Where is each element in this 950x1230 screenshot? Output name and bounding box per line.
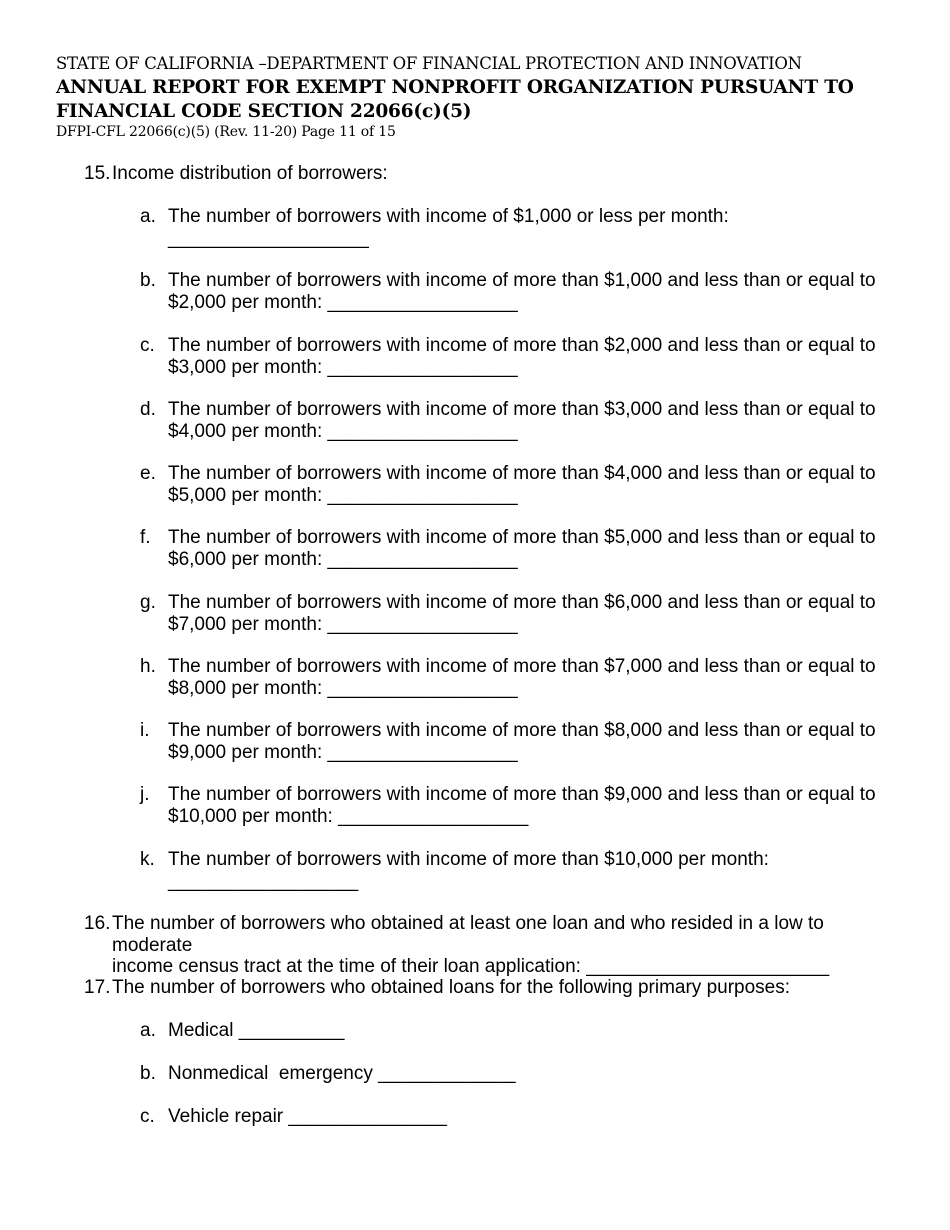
answer-blank[interactable]: $4,000 per month: __________________ [168, 420, 518, 442]
answer-blank[interactable]: $9,000 per month: __________________ [168, 741, 518, 763]
item-text: The number of borrowers with income of more than $2,000 and less than or equal to [168, 335, 876, 356]
q15-item-d [140, 399, 880, 442]
item-text: The number of borrowers with income of more than $1,000 and less than or equal to [168, 270, 876, 291]
answer-blank[interactable]: ___________________ [168, 227, 369, 249]
agency-header: STATE OF CALIFORNIA –DEPARTMENT OF FINANCIAL PROTECTION AND INNOVATION [56, 54, 802, 73]
question-number: 17. [84, 977, 111, 998]
answer-blank[interactable]: Vehicle repair _______________ [168, 1106, 447, 1127]
question-text: The number of borrowers who obtained at least one loan and who resided in a low to moderate [112, 913, 824, 956]
item-letter: i. [140, 720, 150, 741]
q15-item-k [140, 849, 880, 892]
q17-item-a [140, 1020, 880, 1042]
item-text: The number of borrowers with income of more than $4,000 and less than or equal to [168, 463, 876, 484]
answer-blank[interactable]: $10,000 per month: __________________ [168, 805, 529, 827]
answer-blank[interactable]: $6,000 per month: __________________ [168, 548, 518, 570]
item-text: The number of borrowers with income of more than $9,000 and less than or equal to [168, 784, 876, 805]
report-title-line1: ANNUAL REPORT FOR EXEMPT NONPROFIT ORGANIZATION PURSUANT TO [56, 77, 854, 98]
item-letter: a. [140, 1020, 156, 1041]
answer-blank[interactable]: Nonmedical emergency _____________ [168, 1063, 516, 1084]
item-text: The number of borrowers with income of more than $6,000 and less than or equal to [168, 592, 876, 613]
q17-item-b [140, 1063, 880, 1085]
q15-item-g [140, 592, 880, 635]
item-text: The number of borrowers with income of $1,000 or less per month: [168, 206, 729, 227]
answer-blank[interactable]: $8,000 per month: __________________ [168, 677, 518, 699]
item-letter: j. [140, 784, 150, 805]
item-text: The number of borrowers with income of more than $8,000 and less than or equal to [168, 720, 876, 741]
answer-blank[interactable]: income census tract at the time of their loan application: _______________________ [112, 956, 830, 977]
q15-item-c [140, 335, 880, 378]
item-letter: k. [140, 849, 155, 870]
item-letter: a. [140, 206, 156, 227]
q15-item-j [140, 784, 880, 827]
question-text: Income distribution of borrowers: [112, 163, 388, 184]
answer-blank[interactable]: __________________ [168, 870, 359, 892]
q15-item-e [140, 463, 880, 506]
question-number: 16. [84, 913, 111, 934]
question-17 [84, 977, 904, 999]
item-text: The number of borrowers with income of more than $7,000 and less than or equal to [168, 656, 876, 677]
item-letter: c. [140, 335, 155, 356]
q15-item-i [140, 720, 880, 763]
question-number: 15. [84, 163, 111, 184]
q15-item-h [140, 656, 880, 699]
report-title-line2: FINANCIAL CODE SECTION 22066(c)(5) [56, 101, 472, 122]
item-text: The number of borrowers with income of more than $5,000 and less than or equal to [168, 527, 876, 548]
item-letter: g. [140, 592, 156, 613]
q15-item-a [140, 206, 880, 249]
answer-blank[interactable]: $3,000 per month: __________________ [168, 356, 518, 378]
question-text: The number of borrowers who obtained loans for the following primary purposes: [112, 977, 791, 998]
item-letter: h. [140, 656, 156, 677]
item-letter: e. [140, 463, 156, 484]
item-letter: f. [140, 527, 151, 548]
item-text: The number of borrowers with income of more than $3,000 and less than or equal to [168, 399, 876, 420]
item-letter: c. [140, 1106, 155, 1127]
answer-blank[interactable]: $7,000 per month: __________________ [168, 613, 518, 635]
q15-item-f [140, 527, 880, 570]
item-letter: b. [140, 1063, 156, 1084]
question-16 [84, 913, 904, 978]
q15-item-b [140, 270, 880, 313]
q17-item-c [140, 1106, 880, 1128]
form-id: DFPI-CFL 22066(c)(5) (Rev. 11-20) Page 11 of 15 [56, 124, 396, 140]
item-letter: b. [140, 270, 156, 291]
report-title [56, 76, 854, 124]
question-15 [84, 163, 904, 185]
answer-blank[interactable]: $5,000 per month: __________________ [168, 484, 518, 506]
answer-blank[interactable]: Medical __________ [168, 1020, 345, 1041]
item-letter: d. [140, 399, 156, 420]
item-text: The number of borrowers with income of more than $10,000 per month: [168, 849, 769, 870]
answer-blank[interactable]: $2,000 per month: __________________ [168, 291, 518, 313]
